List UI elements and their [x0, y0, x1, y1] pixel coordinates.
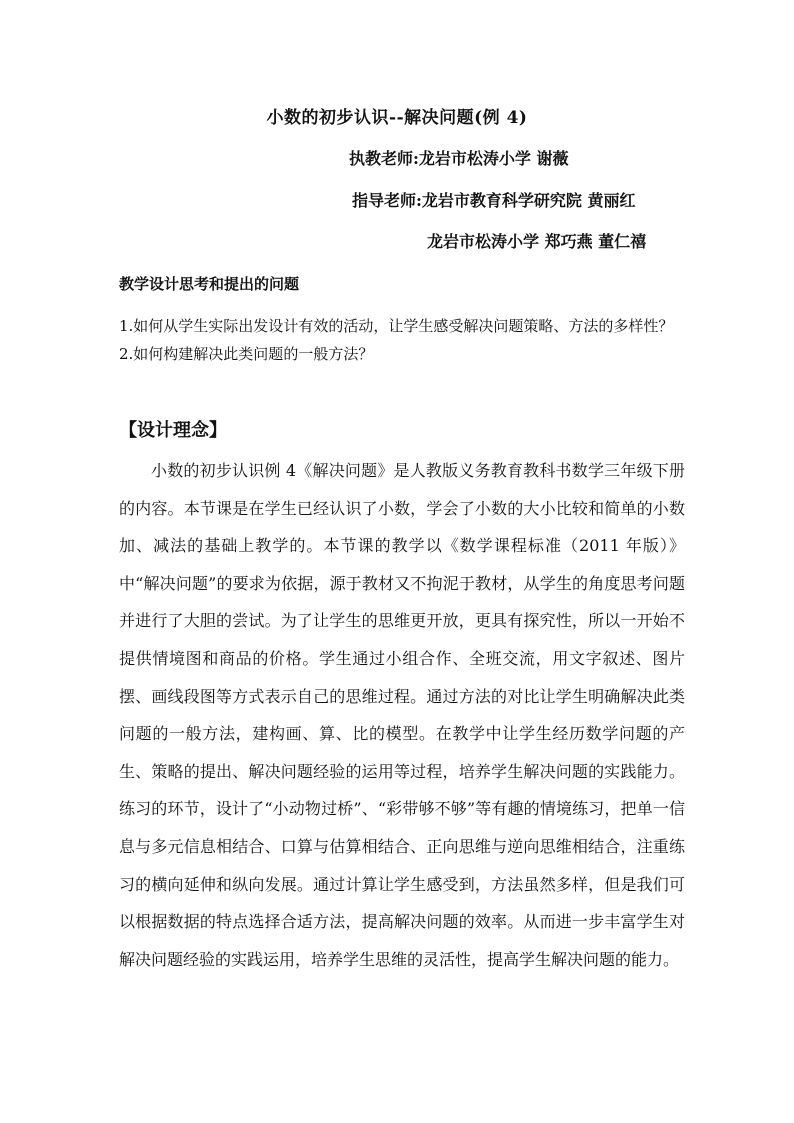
- byline-teacher: 执教老师:龙岩市松涛小学 谢薇: [349, 149, 569, 168]
- question-item: 1.如何从学生实际出发设计有效的活动，让学生感受解决问题策略、方法的多样性？: [119, 317, 674, 335]
- byline-advisor: 指导老师:龙岩市教育科学研究院 黄丽红: [352, 191, 636, 210]
- byline-coauthors: 龙岩市松涛小学 郑巧燕 董仁禧: [427, 232, 647, 251]
- concept-heading: 【设计理念】: [119, 420, 227, 441]
- question-list: [119, 312, 679, 368]
- section-heading: 教学设计思考和提出的问题: [119, 275, 300, 293]
- document-title: 小数的初步认识--解决问题(例 4): [266, 108, 528, 128]
- concept-paragraph: 小数的初步认识例 4《解决问题》是人教版义务教育教科书数学三年级下册的内容。本节课是在学生已经认识了小数，学会了小数的大小比较和简单的小数加、减法的基础上教学的。本节课的教学以《数学课程标准（2011 年版）》中“解决问题”的要求为依据，源于教材又不拘泥于教材，从学生的角度思考问题并进行了大胆的尝试。为了让学生的思维更开放，更具有探究性，所以一开始不提供情境图和商品的价格。学生通过小组合作、全班交流，用文字叙述、图片摆、画线段图等方式表示自己的思维过程。通过方法的对比让学生明确解决此类问题的一般方法，建构画、算、比的模型。在教学中让学生经历数学问题的产生、策略的提出、解决问题经验的运用等过程，培养学生解决问题的实践能力。练习的环节，设计了“小动物过桥”、“彩带够不够”等有趣的情境练习，把单一信息与多元信息相结合、口算与估算相结合、正向思维与逆向思维相结合，注重练习的横向延伸和纵向发展。通过计算让学生感受到，方法虽然多样，但是我们可以根据数据的特点选择合适方法，提高解决问题的效率。从而进一步丰富学生对解决问题经验的实践运用，培养学生思维的灵活性，提高学生解决问题的能力。: [119, 461, 685, 969]
- question-item: 2.如何构建解决此类问题的一般方法？: [119, 345, 374, 363]
